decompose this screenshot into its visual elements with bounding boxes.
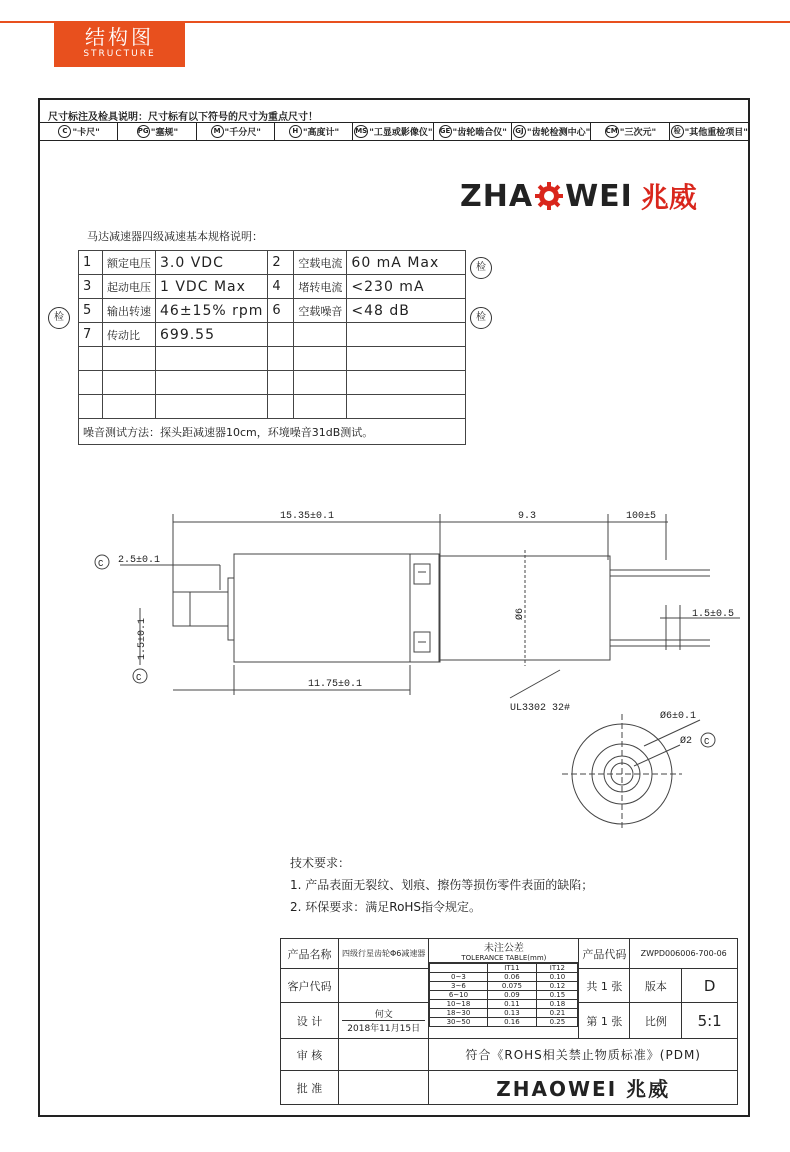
dim-shaft: 2.5±0.1 (118, 555, 161, 566)
spec-row (79, 251, 466, 275)
spec-cell: 6 (268, 299, 294, 323)
tol-cell: 0.06 (487, 973, 537, 982)
dim-head: 9.3 (518, 511, 537, 522)
legend-item (670, 123, 748, 140)
spec-cell (294, 323, 347, 347)
spec-cell (294, 395, 347, 419)
tol-cell: 30~50 (430, 1018, 487, 1027)
dim-od: Ø6±0.1 (660, 711, 697, 722)
spec-row (79, 275, 466, 299)
product-name-label: 产品名称 (281, 939, 339, 969)
scale: 5:1 (682, 1003, 738, 1039)
spec-cell: 46±15% rpm (156, 299, 268, 323)
legend-label: "卡尺" (72, 128, 100, 138)
sym-c-icon: C (98, 559, 104, 569)
dim-body: 11.75±0.1 (308, 679, 363, 690)
spec-title: 马达减速器四级减速基本规格说明： (87, 230, 263, 243)
check-mark-icon: 检 (470, 307, 492, 329)
spec-cell: 5 (79, 299, 103, 323)
spec-cell (103, 371, 156, 395)
spec-cell (268, 347, 294, 371)
legend-item (591, 123, 669, 140)
section-badge (54, 21, 185, 67)
spec-cell (268, 395, 294, 419)
spec-row-empty (79, 395, 466, 419)
spec-cell: 传动比 (103, 323, 156, 347)
legend-symbol-icon: PG (137, 125, 150, 138)
spec-cell (347, 323, 466, 347)
tol-cell: 0.10 (537, 973, 578, 982)
legend-label: "高度计" (302, 128, 340, 138)
badge-subtitle: STRUCTURE (83, 49, 156, 59)
spec-cell (156, 347, 268, 371)
badge-title: 结构图 (85, 25, 154, 49)
tol-cell: 6~10 (430, 991, 487, 1000)
tol-cell: 0.18 (537, 1000, 578, 1009)
spec-cell: 4 (268, 275, 294, 299)
version-label: 版本 (630, 969, 682, 1003)
legend-symbol-icon: GJ (513, 125, 526, 138)
spec-cell: 699.55 (156, 323, 268, 347)
logo-text-left: ZHA (460, 178, 534, 214)
tol-header: IT11 (487, 964, 537, 973)
spec-cell: 输出转速 (103, 299, 156, 323)
spec-cell (347, 371, 466, 395)
design-label: 设 计 (281, 1003, 339, 1039)
tol-sub: TOLERANCE TABLE(mm) (429, 954, 578, 963)
noise-note: 噪音测试方法：探头距减速器10cm，环境噪音31dB测试。 (79, 419, 466, 445)
spec-cell (156, 395, 268, 419)
review-label: 审 核 (281, 1039, 339, 1071)
tech-item-2: 2. 环保要求：满足RoHS指令规定。 (290, 900, 482, 914)
approver (339, 1071, 429, 1105)
legend-item (512, 123, 591, 140)
legend-item (197, 123, 275, 140)
dim-dia: Ø6 (515, 607, 526, 620)
tol-row (430, 982, 578, 991)
dim-flat: 1.5±0.1 (137, 617, 148, 660)
inspection-legend (40, 122, 748, 141)
spec-cell (347, 395, 466, 419)
designer: 何文 (374, 1010, 393, 1020)
legend-item (40, 123, 118, 140)
tol-row (430, 991, 578, 1000)
legend-item (118, 123, 196, 140)
sheet-count: 共 1 张 (579, 969, 630, 1003)
spec-cell (294, 371, 347, 395)
title-block (280, 938, 738, 1105)
tol-cell: 0.21 (537, 1009, 578, 1018)
product-name: 四级行星齿轮Φ6减速器 (339, 939, 429, 969)
spec-cell: 堵转电流 (294, 275, 347, 299)
tol-title: 未注公差 (483, 943, 524, 954)
tol-cell: 0.11 (487, 1000, 537, 1009)
spec-row (79, 323, 466, 347)
spec-cell: 7 (79, 323, 103, 347)
tol-row (430, 973, 578, 982)
rohs-statement: 符合《ROHS相关禁止物质标准》(PDM) (429, 1039, 738, 1071)
motor-drawing (40, 500, 748, 830)
spec-row (79, 299, 466, 323)
tol-cell: 10~18 (430, 1000, 487, 1009)
wire-spec: UL3302 32# (510, 703, 571, 714)
scale-label: 比例 (630, 1003, 682, 1039)
legend-label: "齿轮检测中心" (526, 128, 591, 138)
tol-header: IT12 (537, 964, 578, 973)
legend-symbol-icon: H (289, 125, 302, 138)
spec-cell (156, 371, 268, 395)
spec-cell: 空载电流 (294, 251, 347, 275)
gear-icon (534, 181, 564, 211)
spec-cell (79, 371, 103, 395)
spec-cell (268, 323, 294, 347)
legend-item (275, 123, 353, 140)
spec-cell: 1 (79, 251, 103, 275)
tol-cell: 0.16 (487, 1018, 537, 1027)
drawing-sheet (38, 98, 750, 1117)
spec-cell (103, 347, 156, 371)
tol-cell: 0.15 (537, 991, 578, 1000)
tech-title: 技术要求： (290, 856, 351, 870)
version: D (682, 969, 738, 1003)
check-mark-icon: 检 (470, 257, 492, 279)
sym-c-icon: C (136, 673, 142, 683)
tol-row (430, 1000, 578, 1009)
spec-cell: 1 VDC Max (156, 275, 268, 299)
spec-cell (79, 395, 103, 419)
spec-cell: <230 mA (347, 275, 466, 299)
spec-cell (347, 347, 466, 371)
product-code: ZWPD006006-700-06 (630, 939, 738, 969)
code-label: 产品代码 (579, 939, 630, 969)
reviewer (339, 1039, 429, 1071)
legend-symbol-icon: 检 (671, 125, 684, 138)
approve-label: 批 准 (281, 1071, 339, 1105)
tol-row (430, 1009, 578, 1018)
legend-symbol-icon: MS (354, 125, 368, 138)
tolerance-table (429, 963, 578, 1027)
tol-header (430, 964, 487, 973)
legend-item (353, 123, 433, 140)
design-date: 2018年11月15日 (342, 1020, 425, 1034)
spec-cell (294, 347, 347, 371)
spec-cell (268, 371, 294, 395)
tol-row (430, 1018, 578, 1027)
tech-item-1: 1. 产品表面无裂纹、划痕、擦伤等损伤零件表面的缺陷； (290, 878, 594, 892)
spec-cell: 3.0 VDC (156, 251, 268, 275)
tol-cell: 3~6 (430, 982, 487, 991)
dim-wire: 100±5 (626, 511, 657, 522)
spec-cell (79, 347, 103, 371)
designer-cell (339, 1003, 429, 1039)
dimension-note: 尺寸标注及检具说明：尺寸标有以下符号的尺寸为重点尺寸！ (48, 112, 318, 123)
legend-label: "塞规" (150, 128, 179, 138)
spec-note-row (79, 419, 466, 445)
logo-text-right: WEI (565, 178, 633, 214)
tol-cell: 0~3 (430, 973, 487, 982)
tol-cell: 0.13 (487, 1009, 537, 1018)
company-logo (460, 176, 697, 216)
spec-cell: 空载噪音 (294, 299, 347, 323)
dim-total: 15.35±0.1 (280, 511, 335, 522)
sym-c-icon: C (704, 737, 710, 747)
dim-shaft-dia: Ø2 (680, 736, 693, 747)
spec-row-empty (79, 347, 466, 371)
spec-cell: 额定电压 (103, 251, 156, 275)
dim-pitch: 1.5±0.5 (692, 609, 735, 620)
legend-symbol-icon: GE (439, 125, 452, 138)
legend-symbol-icon: C (58, 125, 71, 138)
tol-cell: 0.25 (537, 1018, 578, 1027)
logo-cn: 兆威 (640, 181, 697, 214)
spec-cell: 起动电压 (103, 275, 156, 299)
legend-label: "工显或影像仪" (369, 128, 433, 138)
tol-cell: 0.12 (537, 982, 578, 991)
spec-row-empty (79, 371, 466, 395)
legend-label: "其他重检项目" (684, 128, 748, 138)
legend-label: "三次元" (619, 128, 657, 138)
tol-cell: 0.075 (487, 982, 537, 991)
tol-cell: 0.09 (487, 991, 537, 1000)
spec-cell: 3 (79, 275, 103, 299)
tolerance-cell (429, 939, 579, 1039)
legend-symbol-icon: M (211, 125, 224, 138)
sheet-number: 第 1 张 (579, 1003, 630, 1039)
customer-code (339, 969, 429, 1003)
legend-item (434, 123, 512, 140)
spec-cell (103, 395, 156, 419)
titleblock-logo: ZHAOWEI 兆威 (429, 1071, 738, 1105)
customer-code-label: 客户代码 (281, 969, 339, 1003)
tol-cell: 18~30 (430, 1009, 487, 1018)
spec-cell: 60 mA Max (347, 251, 466, 275)
spec-table (78, 250, 466, 445)
spec-cell: 2 (268, 251, 294, 275)
tol-header-row (430, 964, 578, 973)
technical-requirements (290, 852, 593, 918)
spec-cell: <48 dB (347, 299, 466, 323)
legend-symbol-icon: CM (605, 125, 619, 138)
legend-label: "千分尺" (224, 128, 261, 138)
legend-label: "齿轮啮合仪" (452, 128, 507, 138)
check-mark-icon: 检 (48, 307, 70, 329)
